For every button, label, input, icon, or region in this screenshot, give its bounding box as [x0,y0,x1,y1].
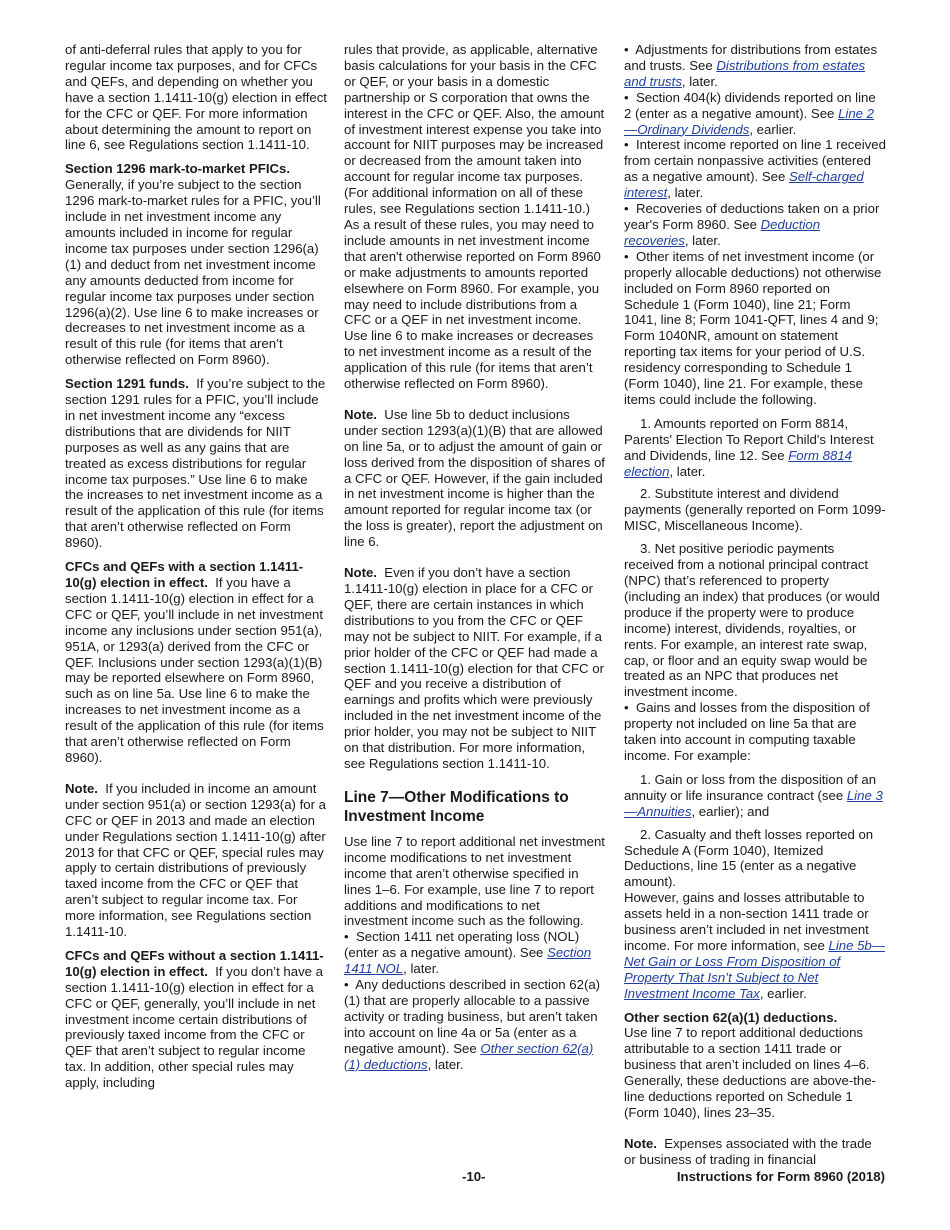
list-item: • Gains and losses from the disposition of property not included on line 5a that are taken into account in computing taxable income. For example: [624,700,870,763]
cfc-without-election-body: If you don’t have a section 1.1411-10(g) election in effect for a CFC or QEF, generally, you’ll include in net investment income certain distributions of previously taxed income from the CFC or QEF that aren’t subject to regular income tax. In addition, other special rules may apply, including [65,963,324,1091]
note-paragraph [344,407,606,550]
cfc-with-election-heading: CFCs and QEFs with a section 1.1411-10(g) election in effect. [65,559,304,590]
bullet-icon: • [624,42,629,57]
numbered-item: 2. Casualty and theft losses reported on Schedule A (Form 1040), Itemized Deductions, line 15 (enter as a negative amount). [624,826,874,890]
line-7-heading: Line 7—Other Modifications to Investment Income [344,788,569,825]
ordinary-dividends-link[interactable]: Line 2—Ordinary Dividends [624,105,874,137]
bullet-icon: • [624,248,629,264]
note-paragraph [624,1136,886,1168]
bullet-icon: • [624,137,629,153]
bullet-icon: • [624,201,629,217]
paragraph: of anti-deferral rules that apply to you for regular income tax purposes, and for CFCs and QEFs, and depending on whether you have a section 1.1411-10(g) election in effect for the CFC or QEF. For more information about determining the amount to report on line 6, see Regulations section 1.1411-10. [65,42,327,153]
list-item: • Section 1411 net operating loss (NOL) (enter as a negative amount). See Section 1411 NOL, later. [344,929,592,977]
section-1291-heading: Section 1291 funds. [65,376,189,392]
column-1 [65,42,327,1099]
deduction-recoveries-link[interactable]: Deduction recoveries [624,216,821,248]
note-paragraph [65,781,327,940]
bullet-icon: • [344,977,349,993]
list-item: • Interest income reported on line 1 received from certain nonpassive activities (entered as a negative amount). See Self-charged interest, later. [624,137,886,201]
section-1296-heading: Section 1296 mark-to-market PFICs. [65,161,291,177]
list-item: • Other items of net investment income (or properly allocable deductions) not otherwise included on Form 8960 reported on Schedule 1 (Form 1040), line 21; Form 1041, line 8; Form 1041-QFT, lines 4 and 9; Form 1040NR, amount on statement reporting tax items for your period of U.S. residency corresponding to Schedule 1 (Form 1040), line 21. For example, these items could include the following. [624,248,882,407]
numbered-item: 2. Substitute interest and dividend payments (generally reported on Form 1099-MISC, Miscellaneous Income). [624,486,886,534]
section-1411-nol-link[interactable]: Section 1411 NOL [344,945,592,977]
section-1296-body: Generally, if you’re subject to the section 1296 mark-to-market rules for a PFIC, you’ll include in net investment income any amounts included in income for regular income tax purposes under section 1296(a)(1) and deduct from net investment income any amounts deducted from income for regular income tax purposes under section 1296(a)(2). Use line 6 to make increases or decreases to net investment income as a result of this rule (for items that aren’t otherwise reflected on Form 8960). [65,177,321,368]
line-5b-link[interactable]: Line 5b—Net Gain or Loss From Disposition of Property That Isn’t Subject to Net Investment Income Tax [624,937,885,1001]
column-3 [624,42,886,1176]
other-section-62-body: Use line 7 to report additional deductions attributable to a section 1411 trade or business that aren’t included on lines 4–6. Generally, these deductions are above-the-line deductions reported on Schedule 1 (Form 1040), lines 23–35. [624,1025,876,1120]
other-section-62-heading: Other section 62(a)(1) deductions. [624,1009,838,1025]
note-label: Note. [65,780,98,796]
note-body: Even if you don’t have a section 1.1411-10(g) election in place for a CFC or QEF, there are certain instances in which distributions to you from the CFC or QEF may not be subject to NIIT. For example, if a prior holder of the CFC or QEF had made a section 1.1411-10(g) election for that CFC or QEF and you receive a distribution of earnings and profits which were previously included in the net investment income of the prior holder, you may not be subject to NIIT on that distribution. For more information, see Regulations section 1.1411-10. [344,565,604,771]
note-paragraph [344,565,606,772]
section-1291-paragraph [65,376,327,551]
document-title: Instructions for Form 8960 (2018) [676,1169,885,1184]
note-body: Use line 5b to deduct inclusions under section 1293(a)(1)(B) that are allowed on line 5a, or to adjust the amount of gain or loss derived from the disposition of shares of a CFC or QEF. However, if the gain included in net investment income is higher than the amount reported for regular income tax (or the loss is greater), report the adjustment on line 6. [344,406,605,550]
annuities-link[interactable]: Line 3—Annuities [624,787,883,819]
however-paragraph: However, gains and losses attributable to assets held in a non-section 1411 trade or business aren’t included in net investment income. For more information, see Line 5b—Net Gain or Loss From Disposition of Property That Isn’t Subject to Net Investment Income Tax, earlier. [624,890,885,1001]
cfc-without-election-paragraph [65,948,327,1091]
note-label: Note. [624,1135,657,1151]
list-item: • Adjustments for distributions from estates and trusts. See Distributions from estates and trusts, later. [624,42,878,89]
column-2 [344,42,606,1072]
note-body: If you included in income an amount under section 951(a) or section 1293(a) for a CFC or QEF in 2013 and made an election under Regulations section 1.1411-10(g) after 2013 for that CFC or QEF, special rules may apply to certain distributions of previously taxed income from the CFC or QEF that aren’t subject to regular income tax. For more information, see Regulations section 1.1411-10. [65,780,326,940]
form-8814-link[interactable]: Form 8814 election [624,447,853,479]
bullet-icon: • [624,89,629,105]
cfc-with-election-body: If you have a section 1.1411-10(g) election in effect for a CFC or QEF, you’ll include in net investment income any inclusions under section 951(a), 951A, or 1293(a) derived from the CFC or QEF. Inclusions under section 1293(a)(1)(B) may be reported elsewhere on Form 8960, such as on line 5a. Use line 6 to make the increases to net investment income as a result of the application of this rule (for items that aren’t otherwise reflected on Form 8960). [65,575,324,765]
numbered-item: 1. Amounts reported on Form 8814, Parents' Election To Report Child's Interest and Dividends, line 12. See Form 8814 election, later. [624,415,874,479]
note-body: Expenses associated with the trade or business of trading in financial [624,1135,872,1167]
bullet-icon: • [624,700,629,716]
cfc-with-election-paragraph [65,559,327,766]
cfc-without-election-heading: CFCs and QEFs without a section 1.1411-10(g) election in effect. [65,947,324,979]
section-1291-body: If you’re subject to the section 1291 rules for a PFIC, you’ll include in net investment income any “excess distributions that are dividends for NIIT purposes as well as any gains that are treated as excess distributions for regular income tax purposes.” Use line 6 to make the increases to net investment income as a result of the application of this rule (for items that aren’t otherwise reflected on Form 8960). [65,376,326,551]
page-number: -10- [462,1169,486,1184]
bullet-icon: • [344,929,349,945]
paragraph: rules that provide, as applicable, alternative basis calculations for your basis in the CFC or QEF, or your basis in a domestic partnership or S corporation that owns the interest in the CFC or QEF. Also, the amount of investment interest expense you take into account for NIIT purposes may be increased or decreased from the amount taken into account for regular income tax purposes. (For additional information on all of these rules, see Regulations section 1.1411-10.) As a result of these rules, you may need to include amounts in net investment income that aren't otherwise reported on Form 8960 or make adjustments to amounts reported elsewhere on Form 8960. For example, you may need to include distributions from a CFC or a QEF in net investment income. Use line 6 to make increases or decreases to net investment income as a result of the application of this rule (for items that aren’t otherwise reflected on Form 8960). [344,42,605,392]
section-1296-paragraph [65,161,327,368]
list-item: • Any deductions described in section 62(a)(1) that are properly allocable to a passive activity or trading business, but aren’t taken into account on line 4a or 5a (enter as a negative amount). See Other section 62(a)(1) deductions, later. [344,977,601,1072]
other-section-62-link[interactable]: Other section 62(a)(1) deductions [344,1040,594,1072]
line-7-intro: Use line 7 to report additional net investment income modifications to net investment income that aren’t otherwise specified in lines 1–6. For example, use line 7 to report additions and modifications to net investment income such as the following. [344,833,605,929]
numbered-item: 3. Net positive periodic payments received from a notional principal contract (NPC) that’s referenced to property (including an index) that produces (or would produce if the property were to produce income) interest, dividends, royalties, or rents. For example, an interest rate swap, cap, or floor and an equity swap would be treated as an NPC that produces net investment income. [624,541,880,700]
note-label: Note. [344,406,377,422]
self-charged-interest-link[interactable]: Self-charged interest [624,169,864,201]
distributions-link[interactable]: Distributions from estates and trusts [624,57,866,89]
note-label: Note. [344,565,377,581]
other-section-62-paragraph [624,1010,886,1121]
numbered-item: 1. Gain or loss from the disposition of an annuity or life insurance contract (see Line 3—Annuities, earlier); and [624,771,883,819]
list-item: • Section 404(k) dividends reported on line 2 (enter as a negative amount). See Line 2—Ordinary Dividends, earlier. [624,89,876,137]
list-item: • Recoveries of deductions taken on a prior year's Form 8960. See Deduction recoveries, later. [624,201,880,248]
